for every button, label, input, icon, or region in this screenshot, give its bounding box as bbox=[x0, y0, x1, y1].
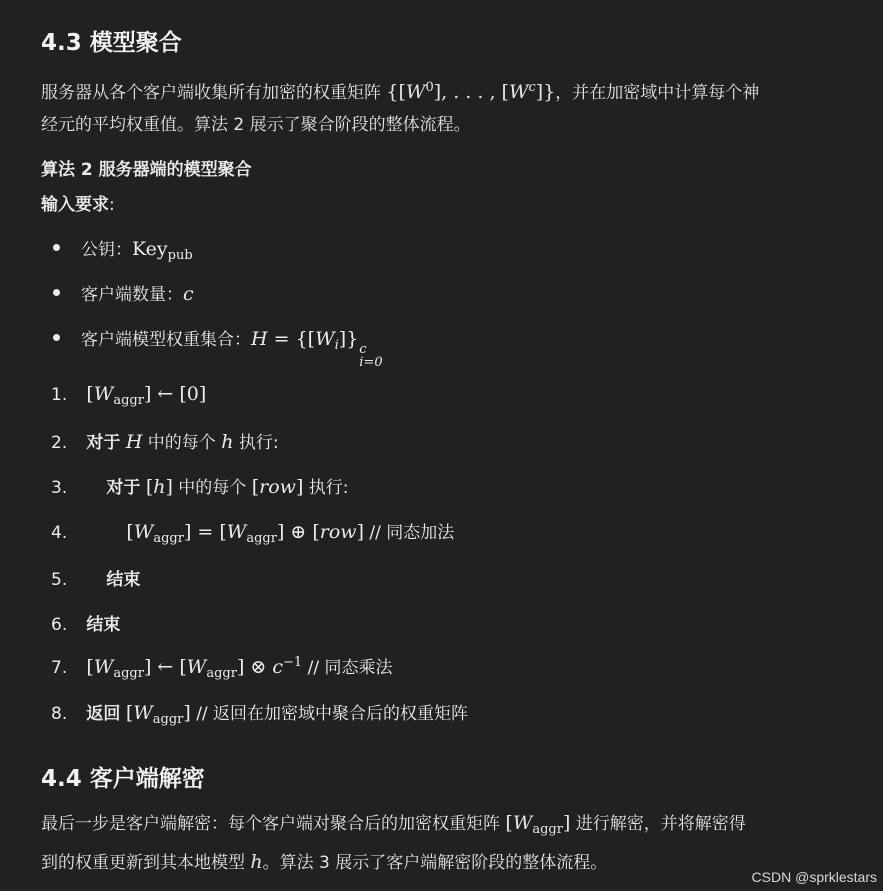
algorithm-step-4: 4. $[W_{aggr}] = [W_{aggr}]$ ⊕ [row] // 同态加法 bbox=[51, 521, 455, 546]
algorithm-step-5: 5. 结束 bbox=[51, 570, 141, 590]
bullet-dot bbox=[53, 289, 60, 296]
algorithm-title: 算法 2 服务器端的模型聚合 bbox=[41, 160, 252, 180]
section-heading-4-4: 4.4 客户端解密 bbox=[41, 766, 205, 792]
paragraph-aggregation-intro: 服务器从各个客户端收集所有加密的权重矩阵 {$[W^0]$, . . . , $[W^c]$}，并在加密域中计算每个神 经元的平均权重值。算法 2 展示了聚合阶段的整体流程。 bbox=[41, 80, 760, 135]
csdn-watermark: CSDN @sprklestars bbox=[751, 869, 877, 885]
paragraph-client-decryption: 最后一步是客户端解密：每个客户端对聚合后的加密权重矩阵 $[W_{aggr}]$ 进行解密，并将解密得 到的权重更新到其本地模型 h。算法 3 展示了客户端解密阶段的整体流程。 bbox=[41, 812, 746, 873]
algorithm-step-2: 2. 对于 H 中的每个 h 执行: bbox=[51, 431, 279, 453]
input-requirements-label: 输入要求: bbox=[41, 195, 115, 215]
bullet-dot bbox=[53, 334, 60, 341]
weight-set-formula: {$[W^0]$, . . . , $[W^c]$} bbox=[386, 80, 556, 103]
algorithm-step-8: 8. 返回 $[W_{aggr}]$ // 返回在加密域中聚合后的权重矩阵 bbox=[51, 702, 469, 727]
input-item-public-key: 公钥： Key$_{pub}$ bbox=[53, 235, 193, 263]
input-item-client-count: 客户端数量： c bbox=[53, 280, 194, 305]
algorithm-step-6: 6. 结束 bbox=[51, 615, 121, 635]
algorithm-step-1: 1. $[W_{aggr}]$ ← [0] bbox=[51, 383, 207, 408]
section-heading-4-3: 4.3 模型聚合 bbox=[41, 30, 182, 56]
algorithm-step-7: 7. $[W_{aggr}]$ ← $[W_{aggr}]$ ⊗ $c^{-1}$ // 同态乘法 bbox=[51, 655, 393, 681]
algorithm-step-3: 3. 对于 [h] 中的每个 [row] 执行: bbox=[51, 476, 349, 498]
input-item-weight-set: 客户端模型权重集合： $H = \{[W_i]\}$ c i=0 bbox=[53, 325, 383, 369]
bullet-dot bbox=[53, 244, 60, 251]
